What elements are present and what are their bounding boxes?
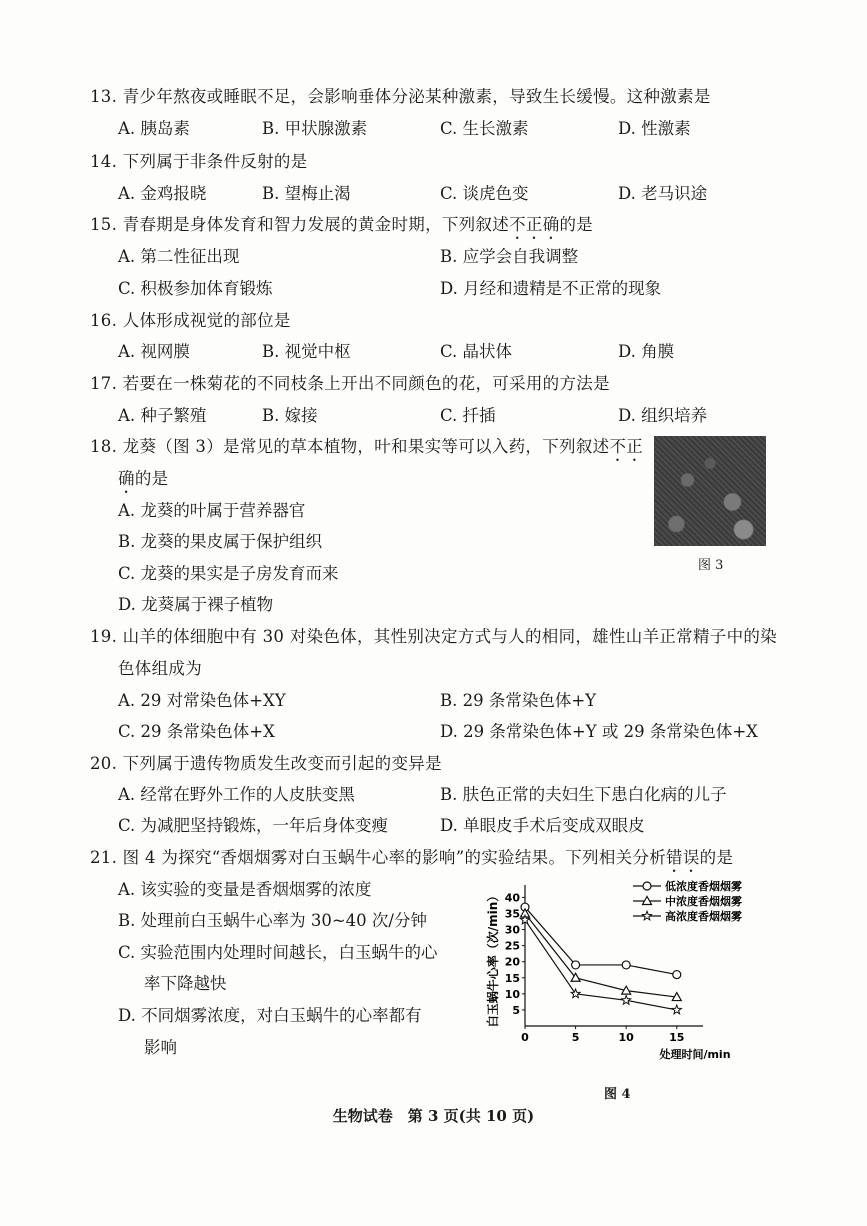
question-18-emphasis-2: 确	[118, 469, 135, 488]
question-14-stem: 14. 下列属于非条件反射的是	[90, 152, 308, 171]
question-15-option-b: B. 应学会自我调整	[440, 247, 579, 266]
series-line	[525, 907, 677, 975]
question-19-option-c: C. 29 条常染色体+X	[118, 722, 275, 741]
x-tick-label: 0	[521, 1031, 529, 1044]
y-tick-label: 15	[504, 971, 520, 985]
star-marker	[672, 1005, 681, 1014]
question-16-option-c: C. 晶状体	[440, 342, 513, 361]
question-18-stem-text: 18. 龙葵（图 3）是常见的草本植物，叶和果实等可以入药，下列叙述	[90, 437, 610, 456]
x-tick-label: 10	[618, 1031, 634, 1044]
question-20-option-a: A. 经常在野外工作的人皮肤变黑	[118, 785, 355, 804]
question-21-option-d: D. 不同烟雾浓度，对白玉蜗牛的心率都有	[118, 1006, 422, 1025]
question-18-option-d: D. 龙葵属于裸子植物	[118, 595, 274, 614]
question-18-emphasis: 不正	[609, 437, 644, 456]
question-15-stem-end: 的是	[559, 215, 594, 234]
question-15-stem-text: 15. 青春期是身体发育和智力发展的黄金时期，下列叙述	[90, 215, 510, 234]
question-20-option-b: B. 肤色正常的夫妇生下患白化病的儿子	[440, 785, 727, 804]
question-18-option-b: B. 龙葵的果皮属于保护组织	[118, 532, 323, 551]
question-13-option-a: A. 胰岛素	[118, 119, 190, 138]
question-20-option-c: C. 为减肥坚持锻炼，一年后身体变瘦	[118, 816, 389, 835]
question-18-option-a: A. 龙葵的叶属于营养器官	[118, 501, 306, 520]
question-18-stem-end: 的是	[134, 469, 169, 488]
question-14-option-a: A. 金鸡报晓	[118, 184, 207, 203]
question-17-option-a: A. 种子繁殖	[118, 406, 207, 425]
circle-marker	[622, 961, 630, 969]
question-15-option-d: D. 月经和遗精是不正常的现象	[440, 279, 662, 298]
question-20-stem: 20. 下列属于遗传物质发生改变而引起的变异是	[90, 754, 442, 773]
star-marker	[622, 995, 631, 1004]
star-marker	[642, 911, 651, 920]
question-21-option-d-cont: 影响	[144, 1038, 177, 1057]
question-21-option-c: C. 实验范围内处理时间越长，白玉蜗牛的心	[118, 943, 438, 962]
question-21-option-a: A. 该实验的变量是香烟烟雾的浓度	[118, 880, 372, 899]
question-21-option-c-cont: 率下降越快	[144, 974, 227, 993]
y-tick-label: 10	[504, 987, 520, 1001]
question-14-option-b: B. 望梅止渴	[262, 184, 351, 203]
series-1	[521, 903, 681, 979]
question-20-option-d: D. 单眼皮手术后变成双眼皮	[440, 816, 645, 835]
legend-label: 低浓度香烟烟雾	[665, 880, 742, 893]
question-21-emphasis: 错误	[666, 848, 700, 867]
question-21-option-b: B. 处理前白玉蜗牛心率为 30~40 次/分钟	[118, 911, 427, 930]
question-16-option-d: D. 角膜	[618, 342, 675, 361]
x-tick-label: 5	[571, 1031, 580, 1044]
question-13-option-b: B. 甲状腺激素	[262, 119, 368, 138]
circle-marker	[572, 961, 580, 969]
y-tick-label: 5	[512, 1003, 520, 1017]
question-17-option-c: C. 扦插	[440, 406, 496, 425]
series-line	[525, 914, 677, 998]
legend-label: 中浓度香烟烟雾	[665, 895, 742, 908]
question-21-stem-text: 21. 图 4 为探究“香烟烟雾对白玉蜗牛心率的影响”的实验结果。下列相关分析	[90, 848, 667, 867]
question-16-option-a: A. 视网膜	[118, 342, 190, 361]
y-axis-label: 白玉蜗牛心率（次/min）	[486, 889, 500, 1028]
series-2	[521, 909, 682, 1001]
question-19-stem-line-2: 色体组成为	[118, 659, 202, 678]
question-15-emphasis: 不正确	[509, 215, 560, 234]
question-16-option-b: B. 视觉中枢	[262, 342, 351, 361]
circle-marker	[673, 971, 681, 979]
question-17-option-b: B. 嫁接	[262, 406, 318, 425]
question-13-stem: 13. 青少年熬夜或睡眠不足，会影响垂体分泌某种激素，导致生长缓慢。这种激素是	[90, 87, 711, 106]
question-19-option-b: B. 29 条常染色体+Y	[440, 691, 597, 710]
question-15-option-a: A. 第二性征出现	[118, 247, 240, 266]
y-tick-label: 30	[504, 923, 520, 937]
x-axis-label: 处理时间/min	[659, 1048, 731, 1061]
question-17-stem: 17. 若要在一株菊花的不同枝条上开出不同颜色的花，可采用的方法是	[90, 374, 610, 393]
question-17-option-d: D. 组织培养	[618, 406, 708, 425]
question-13-option-c: C. 生长激素	[440, 119, 529, 138]
question-21-stem	[90, 847, 733, 876]
question-15-stem	[90, 214, 593, 243]
question-19-stem: 19. 山羊的体细胞中有 30 对染色体，其性别决定方式与人的相同，雄性山羊正常精子中的染	[90, 627, 777, 646]
x-tick-label: 15	[669, 1031, 685, 1044]
question-19-option-a: A. 29 对常染色体+XY	[118, 691, 286, 710]
question-21-stem-end: 的是	[699, 848, 734, 867]
question-14-option-d: D. 老马识途	[618, 184, 708, 203]
y-tick-label: 40	[504, 891, 520, 905]
question-14-option-c: C. 谈虎色变	[440, 184, 529, 203]
question-18-stem-line-2	[118, 468, 168, 497]
question-18-option-c: C. 龙葵的果实是子房发育而来	[118, 564, 339, 583]
question-18-stem	[90, 436, 643, 465]
nightshade-photo	[654, 436, 766, 546]
question-16-stem: 16. 人体形成视觉的部位是	[90, 311, 291, 330]
y-tick-label: 20	[504, 955, 520, 969]
y-tick-label: 35	[504, 907, 520, 921]
y-tick-label: 25	[504, 939, 520, 953]
question-15-option-c: C. 积极参加体育锻炼	[118, 279, 273, 298]
heart-rate-chart	[465, 878, 785, 1098]
question-19-option-d: D. 29 条常染色体+Y 或 29 条常染色体+X	[440, 722, 758, 741]
figure-3-caption: 图 3	[698, 558, 724, 573]
star-marker	[571, 989, 580, 998]
legend-label: 高浓度香烟烟雾	[665, 910, 742, 923]
circle-marker	[643, 882, 651, 890]
question-13-option-d: D. 性激素	[618, 119, 691, 138]
figure-4-caption: 图 4	[604, 1087, 631, 1102]
page-footer: 生物试卷 第 3 页(共 10 页)	[332, 1107, 535, 1125]
